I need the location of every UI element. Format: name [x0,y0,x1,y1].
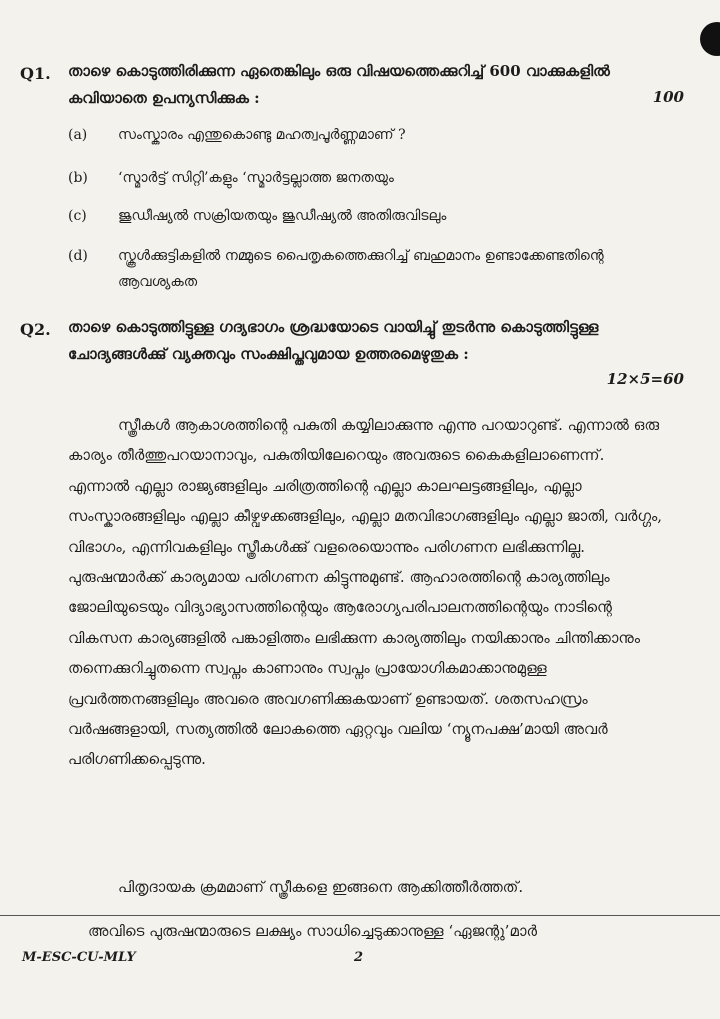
paper-code: M-ESC-CU-MLY [22,950,136,965]
question-2-number: Q2. [20,320,51,339]
option-label: (d) [68,248,88,264]
question-2-marks: 12×5=60 [606,370,684,388]
passage [68,410,668,775]
option-label: (c) [68,208,87,224]
question-1-marks: 100 [652,88,684,106]
option-text: സംസ്കാരം എന്തുകൊണ്ടു മഹത്വപൂർണ്ണമാണ് ? [118,127,406,143]
option-text: സ്കൂൾക്കുട്ടികളിൽ നമ്മുടെ പൈതൃകത്തെക്കുറിച്ച് ബഹുമാനം ഉണ്ടാക്കേണ്ടതിന്റെ ആവശ്യകത [118,248,604,290]
question-1-text: താഴെ കൊടുത്തിരിക്കുന്ന ഏതെങ്കിലും ഒരു വിഷയത്തെക്കുറിച്ച് 600 വാക്കുകളിൽ കവിയാതെ ഉപന്യസിക്കുക : [68,62,610,107]
page-number: 2 [354,950,364,965]
passage-continuation: അവിടെ പുരുഷന്മാരുടെ ലക്ഷ്യം സാധിച്ചെടുക്കാനുള്ള ‘ഏജന്റു’മാർ [88,922,537,940]
punch-hole-mark [700,22,720,56]
question-2-text: താഴെ കൊടുത്തിട്ടുള്ള ഗദ്യഭാഗം ശ്രദ്ധയോടെ വായിച്ചു് തുടർന്നു കൊടുത്തിട്ടുള്ള ചോദ്യങ്ങൾക്കു് വ്യക്തവും സംക്ഷിപ്തവുമായ ഉത്തരമെഴുതുക : [68,318,599,363]
option-label: (b) [68,170,88,186]
passage-paragraph: സ്ത്രീകൾ ആകാശത്തിന്റെ പകുതി കയ്യിലാക്കുന്നു എന്നു പറയാറുണ്ട്. എന്നാൽ ഒരു കാര്യം തീർത്തുപറയാനാവും, പകുതിയിലേറെയും അവരുടെ കൈകളിലാണെന്ന്. എന്നാൽ എല്ലാ രാജ്യങ്ങളിലും ചരിത്രത്തിന്റെ എല്ലാ കാലഘട്ടങ്ങളിലും, എല്ലാ സംസ്കാരങ്ങളിലും എല്ലാ കീഴ്വഴക്കങ്ങളിലും, എല്ലാ മതവിഭാഗങ്ങളിലും എല്ലാ ജാതി, വർഗ്ഗം, വിഭാഗം, എന്നിവകളിലും സ്ത്രീകൾക്കു് വളരെയൊന്നും പരിഗണന ലഭിക്കുന്നില്ല. പുരുഷന്മാർക്ക് കാര്യമായ പരിഗണന കിട്ടുന്നുമുണ്ട്. ആഹാരത്തിന്റെ കാര്യത്തിലും ജോലിയുടെയും വിദ്യാഭ്യാസത്തിന്റെയും ആരോഗ്യപരിപാലനത്തിന്റെയും നാടിന്റെ വികസന കാര്യങ്ങളിൽ പങ്കാളിത്തം ലഭിക്കുന്ന കാര്യത്തിലും നയിക്കാനും ചിന്തിക്കാനും തന്നെക്കുറിച്ചുതന്നെ സ്വപ്നം കാണാനും സ്വപ്നം പ്രായോഗികമാക്കാനുമുള്ള പ്രവർത്തനങ്ങളിലും അവരെ അവഗണിക്കുകയാണ് ഉണ്ടായത്. ശതസഹസ്രം വർഷങ്ങളായി, സത്യത്തിൽ ലോകത്തെ ഏറ്റവും വലിയ ‘ന്യൂനപക്ഷ’മായി അവർ പരിഗണിക്കപ്പെടുന്നു. [68,416,663,769]
option-text: ‘സ്മാർട്ട് സിറ്റി’കളും ‘സ്മാർട്ടല്ലാത്ത ജനതയും [118,170,394,186]
option-label: (a) [68,127,88,143]
option-text: ജുഡീഷ്യൽ സക്രിയതയും ജുഡീഷ്യൽ അതിരുവിടലും [118,208,447,224]
passage-closing-line: പിതൃദായക ക്രമമാണ് സ്ത്രീകളെ ഇങ്ങനെ ആക്കിത്തീർത്തത്. [118,878,524,896]
question-1-number: Q1. [20,64,51,83]
